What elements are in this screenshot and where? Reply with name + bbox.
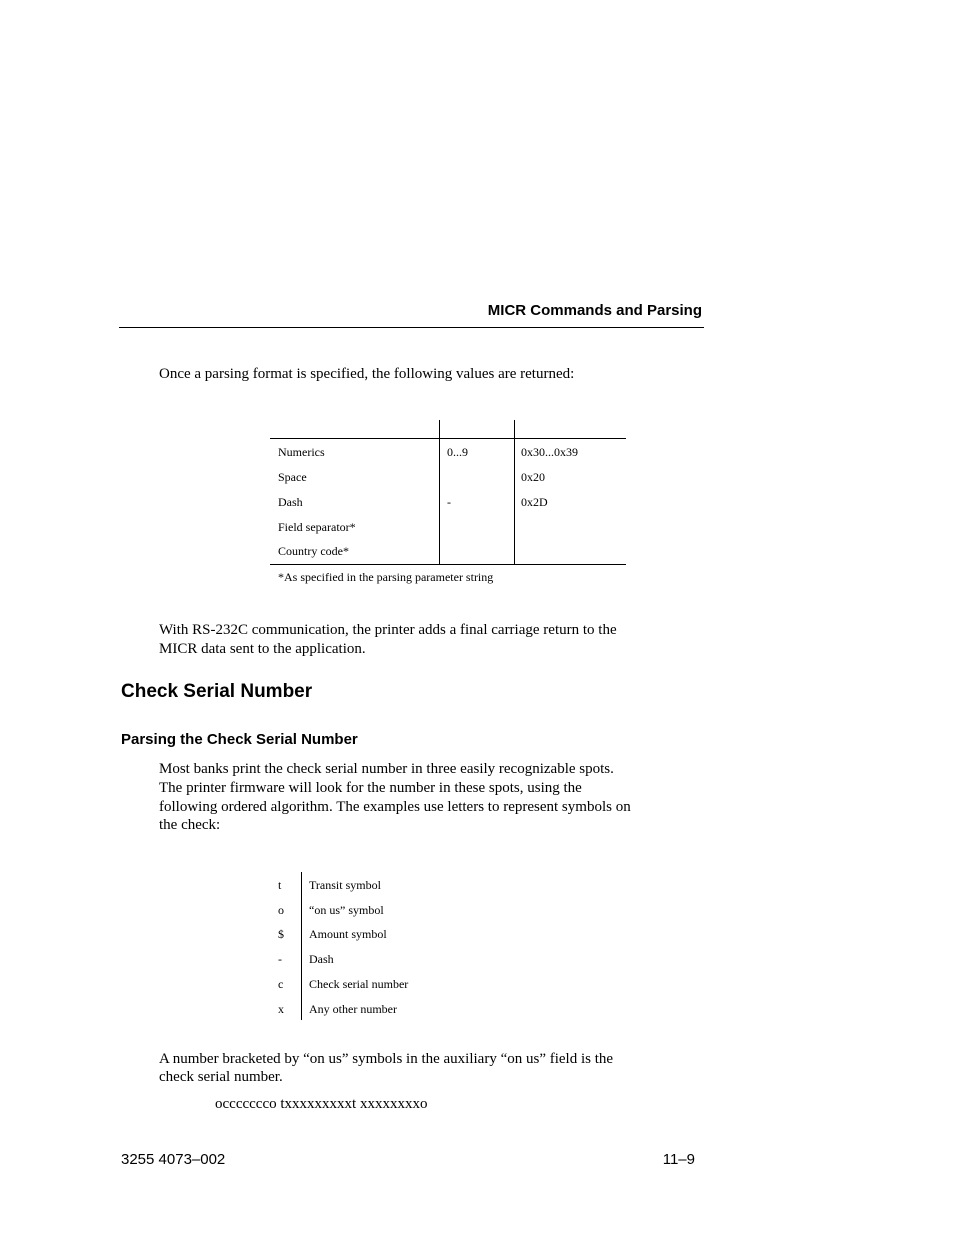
value-hex: 0x30...0x39 <box>521 445 578 459</box>
body-line: the check: <box>159 817 221 833</box>
rule1-line: check serial number. <box>159 1069 283 1085</box>
value-name: Space <box>278 470 307 484</box>
symbol-letter: o <box>278 903 284 917</box>
symbol-letter: - <box>278 952 282 966</box>
symbol-meaning: Amount symbol <box>309 927 387 941</box>
doc-number: 3255 4073–002 <box>121 1151 226 1168</box>
table-row <box>270 1002 470 1027</box>
symbol-table <box>270 872 470 1020</box>
value-hex: 0x20 <box>521 470 545 484</box>
value-char: - <box>447 495 451 509</box>
table-row <box>270 544 626 569</box>
symbol-letter: t <box>278 878 282 892</box>
table-row <box>270 952 470 977</box>
table-row <box>270 903 470 928</box>
value-hex: 0x2D <box>521 495 548 509</box>
table-row <box>270 878 470 903</box>
symbol-letter: c <box>278 977 284 991</box>
symbol-letter: $ <box>278 927 284 941</box>
section-title: Check Serial Number <box>121 681 313 702</box>
symbol-letter: x <box>278 1002 284 1016</box>
subsection-title: Parsing the Check Serial Number <box>121 731 358 748</box>
symbol-meaning: “on us” symbol <box>309 903 384 917</box>
value-name: Dash <box>278 495 303 509</box>
symbol-meaning: Any other number <box>309 1002 397 1016</box>
table-row <box>270 520 626 545</box>
page-number: 11–9 <box>662 1151 695 1168</box>
value-char: 0...9 <box>447 445 468 459</box>
value-name: Numerics <box>278 445 325 459</box>
symbol-meaning: Check serial number <box>309 977 409 991</box>
table-footnote: *As specified in the parsing parameter string <box>278 570 494 584</box>
value-name: Country code* <box>278 544 349 558</box>
body-line: The printer firmware will look for the number in these spots, using the <box>159 780 582 796</box>
table-row <box>270 445 626 470</box>
body-line: following ordered algorithm. The examples use letters to represent symbols on <box>159 799 631 815</box>
rs232-note-line: With RS-232C communication, the printer adds a final carriage return to the <box>159 622 617 638</box>
body-line: Most banks print the check serial number in three easily recognizable spots. <box>159 761 614 777</box>
table-top-rule <box>270 438 626 439</box>
running-head: MICR Commands and Parsing <box>487 302 702 319</box>
rs232-note-line: MICR data sent to the application. <box>159 641 366 657</box>
rule1-example: occccccco txxxxxxxxxt xxxxxxxxo <box>215 1096 428 1112</box>
rule1-line: A number bracketed by “on us” symbols in the auxiliary “on us” field is the <box>159 1051 614 1067</box>
intro-paragraph: Once a parsing format is specified, the following values are returned: <box>159 366 575 382</box>
symbol-meaning: Dash <box>309 952 334 966</box>
values-table <box>270 420 626 565</box>
header-rule <box>119 327 704 328</box>
table-row <box>270 470 626 495</box>
table-row <box>270 977 470 1002</box>
symbol-meaning: Transit symbol <box>309 878 381 892</box>
table-row <box>270 495 626 520</box>
value-name: Field separator* <box>278 520 356 534</box>
table-row <box>270 927 470 952</box>
